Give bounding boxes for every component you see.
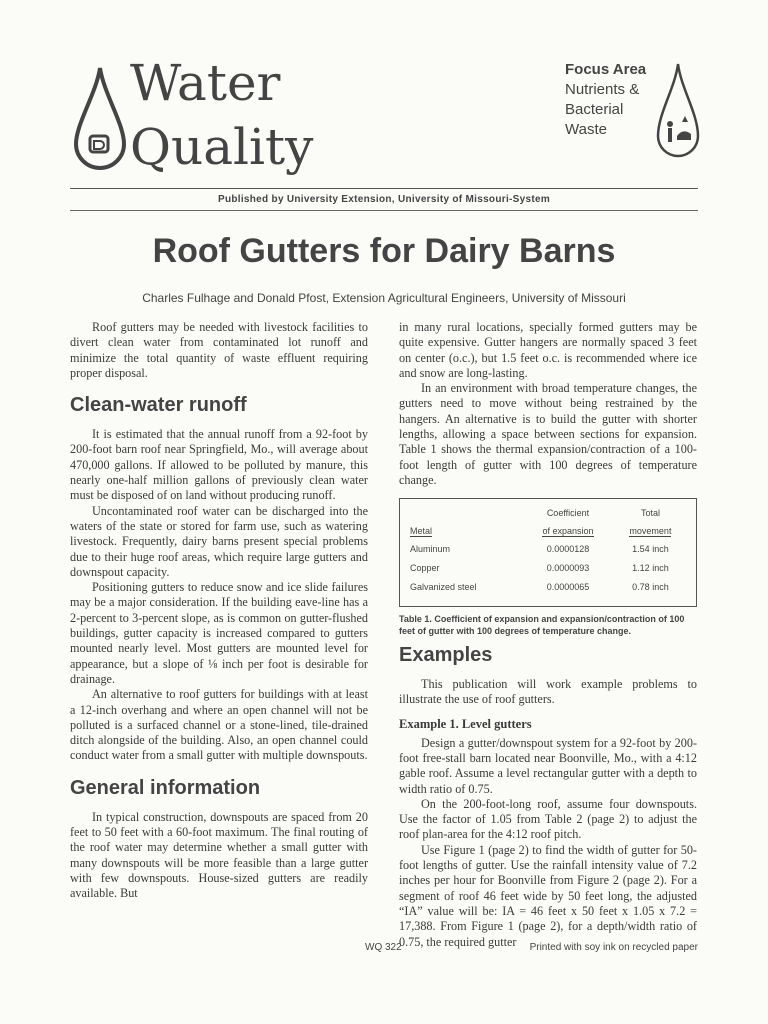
water-drop-logo-icon	[70, 64, 130, 174]
authors-line: Charles Fulhage and Donald Pfost, Extension Agricultural Engineers, University of Missouri	[142, 291, 626, 305]
table-header: movement	[629, 525, 672, 536]
header-rule-top	[70, 188, 698, 189]
table-cell: 0.0000065	[546, 582, 590, 593]
table-row	[408, 540, 688, 559]
table-header	[408, 505, 523, 522]
table-row	[408, 578, 688, 597]
body-paragraph-continued: in many rural locations, specially formed gutters may be quite expensive. Gutter hangers are normally spaced 3 feet on center (o.c.), but 1.5 feet o.c. is recommended where ice and snow are long-lasting.	[399, 320, 697, 380]
intro-paragraph: Roof gutters may be needed with livestock facilities to divert clean water from contaminated lot runoff and minimize the total quantity of waste effluent requiring proper disposal.	[70, 320, 368, 380]
logo-word-quality: Quality	[130, 118, 314, 176]
logo-word-water: Water	[130, 54, 281, 112]
body-paragraph: In typical construction, downspouts are spaced from 20 feet to 50 feet with a 60-foot maximum. The final routing of the roof water may determine whether a small gutter with many downspouts will be more feasible than a large gutter with few downspouts. House-sized gutters are readily available. But	[70, 809, 368, 901]
page-title: Roof Gutters for Dairy Barns	[152, 232, 616, 270]
focus-area-drop-icon	[655, 62, 701, 166]
publication-code: WQ 322	[365, 942, 402, 953]
section-heading-examples: Examples	[399, 643, 493, 666]
body-paragraph: It is estimated that the annual runoff from a 92-foot by 200-foot barn roof near Springfield, Mo., will average about 470,000 gallons. If allowed to be polluted by manure, this nearly one-half million gallons of previously clean water must be disposed of on land without producing runoff.	[70, 427, 368, 503]
table-caption: Table 1. Coefficient of expansion and expansion/contraction of 100 feet of gutter with 100 degrees of temperature change.	[399, 613, 685, 636]
publisher-line: Published by University Extension, University of Missouri-System	[217, 194, 551, 205]
table-cell: 0.0000093	[546, 563, 590, 574]
focus-line-2: Bacterial	[565, 101, 624, 118]
table-header: of expansion	[542, 525, 594, 536]
body-paragraph: In an environment with broad temperature changes, the gutters need to move without being restrained by the hangers. An alternative is to build the gutter with shorter lengths, allowing a space between sections for expansion. Table 1 shows the thermal expansion/contraction of a 100-foot length of gutter with 100 degrees of temperature change.	[399, 381, 697, 487]
body-paragraph: Positioning gutters to reduce snow and ice slide failures may be a major consideration. If the building eave-line has a 2-percent to 3-percent slope, as is common on gutter-flushed buildings, gutter capacity is increased compared to gutters mounted nearly level. Most gutters are mounted level for appearance, but a slope of ⅛ inch per foot is desirable for drainage.	[70, 580, 368, 686]
body-paragraph: An alternative to roof gutters for buildings with at least a 12-inch overhang and where an open channel will not be polluted is a surfaced channel or a stone-lined, tile-drained ditch alongside of the building. Also, an open channel could conduct water from a small gutter with multiple downspouts.	[70, 687, 368, 763]
table-header: Total	[640, 508, 660, 519]
focus-area-title: Focus Area	[565, 61, 647, 78]
body-paragraph: Uncontaminated roof water can be discharged into the waters of the state or stored for farm use, such as watering livestock. Frequently, dairy barns present special problems due to their huge roof areas, which require large gutters and downspout capacity.	[70, 503, 368, 579]
table-header: Metal	[410, 525, 433, 536]
table-cell: 1.54 inch	[632, 543, 669, 554]
example-heading: Example 1. Level gutters	[399, 717, 532, 732]
expansion-table	[408, 505, 688, 597]
section-heading-clean-water-runoff: Clean-water runoff	[70, 394, 247, 417]
table-row	[408, 559, 688, 578]
recycled-paper-note: Printed with soy ink on recycled paper	[529, 942, 698, 953]
table-cell: Copper	[410, 563, 440, 574]
section-heading-general-information: General information	[70, 776, 261, 799]
body-paragraph: On the 200-foot-long roof, assume four downspouts. Use the factor of 1.05 from Table 2 (page 2) to adjust the roof plan-area for the 4:12 roof pitch.	[399, 796, 697, 842]
body-paragraph: Design a gutter/downspout system for a 92-foot by 200-foot free-stall barn located near Boonville, Mo., with a 4:12 gable roof. Assume a level rectangular gutter with a depth to width ratio of 0.75.	[399, 735, 697, 796]
expansion-table-box	[399, 498, 697, 606]
left-column	[70, 320, 368, 902]
table-cell: 1.12 inch	[632, 563, 669, 574]
focus-line-3: Waste	[565, 121, 607, 138]
body-paragraph: This publication will work example problems to illustrate the use of roof gutters.	[399, 676, 697, 707]
body-paragraph: Use Figure 1 (page 2) to find the width of gutter for 50-foot lengths of gutter. Use the rainfall intensity value of 7.2 inches per hour for Boonville from Figure 2 (page 2). For a segment of roof 46 feet wide by 50 feet long, the adjusted “IA” value will be: IA = 46 feet x 50 feet x 1.05 x 7.2 = 17,388. From Figure 1 (page 2), for a depth/width ratio of 0.75, the required gutter	[399, 842, 697, 949]
focus-line-1: Nutrients &	[565, 81, 640, 98]
right-column	[399, 320, 697, 950]
table-cell: Galvanized steel	[410, 582, 477, 593]
table-cell: 0.0000128	[546, 543, 590, 554]
table-cell: 0.78 inch	[632, 582, 669, 593]
water-quality-logo	[70, 54, 350, 180]
header-rule-bottom	[70, 210, 698, 211]
table-cell: Aluminum	[410, 543, 451, 554]
table-header: Coefficient	[546, 508, 590, 519]
